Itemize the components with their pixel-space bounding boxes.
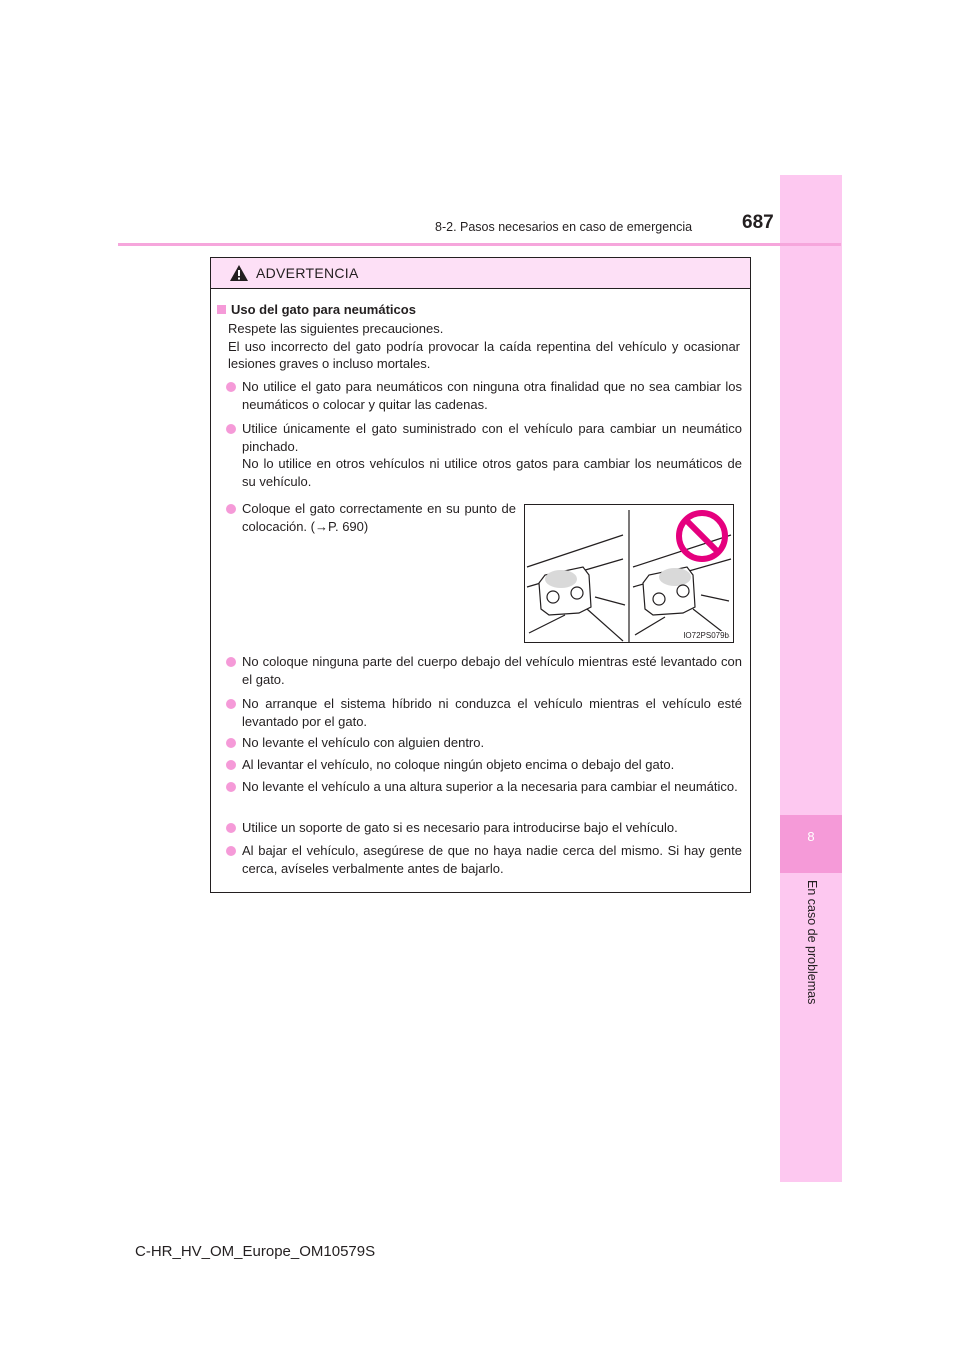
bullet-item: Al bajar el vehículo, asegúrese de que no haya nadie cerca del mismo. Si hay gente cerca, avíseles verbalmente antes de bajarlo. bbox=[242, 843, 742, 876]
header-rule bbox=[118, 243, 841, 246]
bullet-item: Al levantar el vehículo, no coloque ningún objeto encima o debajo del gato. bbox=[242, 756, 742, 774]
square-bullet-icon bbox=[217, 305, 226, 314]
bullet-item: No levante el vehículo con alguien dentro. bbox=[242, 734, 742, 752]
section-title: 8-2. Pasos necesarios en caso de emergencia bbox=[435, 220, 693, 234]
prohibition-icon bbox=[675, 509, 729, 563]
bullet-item: No arranque el sistema híbrido ni conduzca el vehículo mientras el vehículo esté levantado por el gato. bbox=[242, 696, 742, 729]
warning-triangle-icon bbox=[229, 264, 249, 282]
warning-title: ADVERTENCIA bbox=[256, 265, 359, 281]
bullet-item: No utilice el gato para neumáticos con ninguna otra finalidad que no sea cambiar los neumáticos o colocar y quitar las cadenas. bbox=[242, 379, 742, 412]
bullet-item: No coloque ninguna parte del cuerpo debajo del vehículo mientras esté levantado con el gato. bbox=[242, 654, 742, 687]
bullet-item: Coloque el gato correctamente en su punto de colocación. (→P. 690) bbox=[242, 501, 516, 534]
bullet-item: Utilice únicamente el gato suministrado con el vehículo para cambiar un neumático pinchado. No lo utilice en otros vehículos ni utilice otros gatos para cambiar los neumáticos de su vehículo. bbox=[242, 421, 742, 489]
bullet-item: Utilice un soporte de gato si es necesario para introducirse bajo el vehículo. bbox=[242, 819, 742, 837]
warning-topic-text: Uso del gato para neumáticos bbox=[231, 302, 416, 317]
document-code: C-HR_HV_OM_Europe_OM10579S bbox=[135, 1243, 376, 1260]
warning-box bbox=[210, 257, 751, 893]
warning-intro: Respete las siguientes precauciones. El uso incorrecto del gato podría provocar la caída repentina del vehículo y ocasionar lesiones graves o incluso mortales. bbox=[228, 321, 740, 371]
bullet-item: No levante el vehículo a una altura superior a la necesaria para cambiar el neumático. bbox=[242, 778, 742, 796]
side-tab bbox=[780, 175, 842, 1182]
warning-topic bbox=[217, 301, 416, 319]
warning-header bbox=[211, 258, 750, 289]
chapter-number: 8 bbox=[780, 815, 842, 873]
jack-illustration bbox=[524, 504, 734, 643]
chapter-title: En caso de problemas bbox=[805, 880, 819, 1005]
illustration-code: IO72PS079b bbox=[683, 631, 729, 640]
page-number: 687 bbox=[742, 212, 774, 233]
